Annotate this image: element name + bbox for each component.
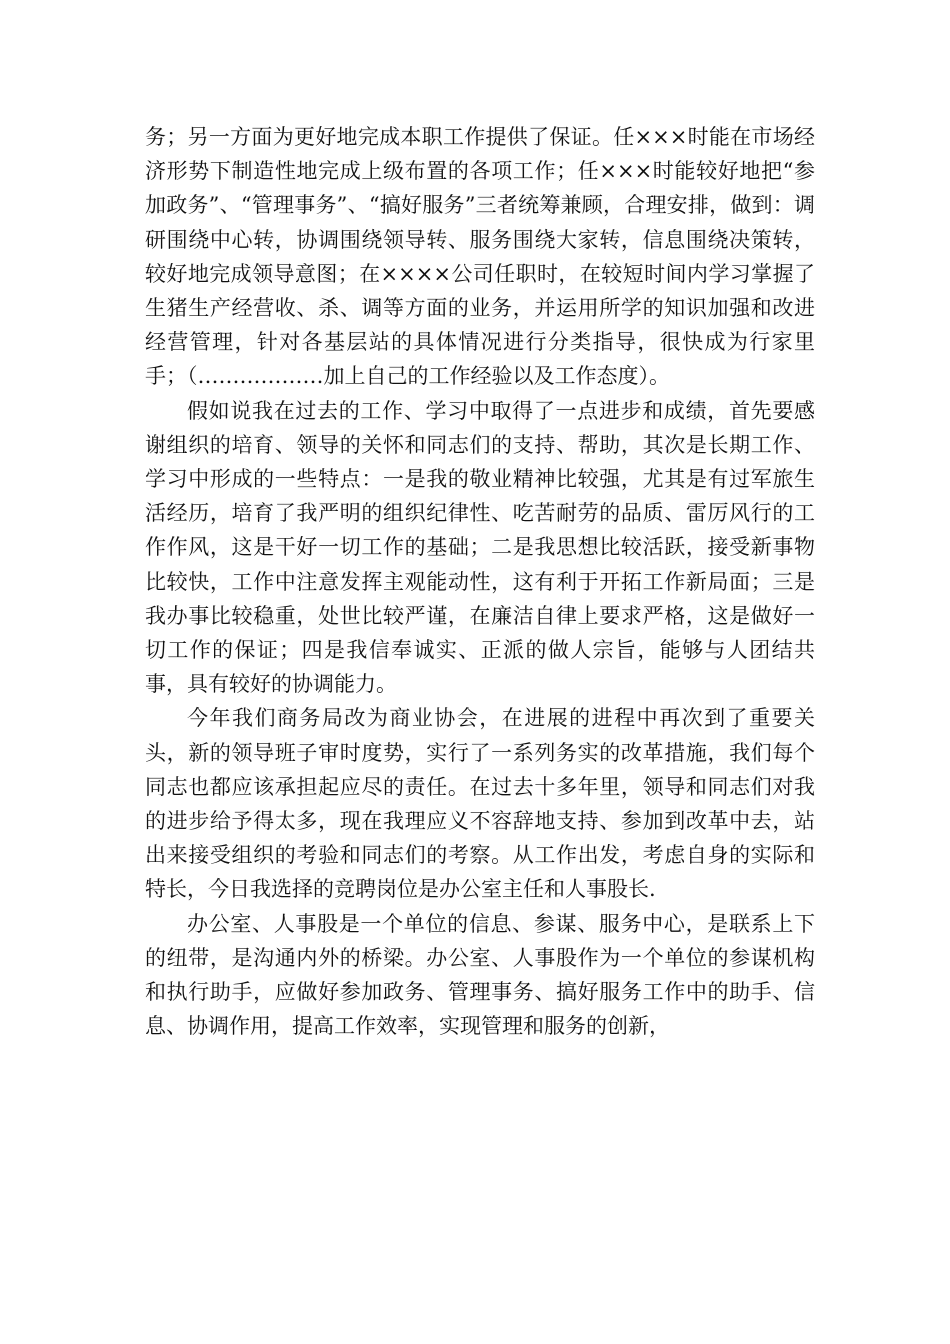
paragraph-position-choice: 今年我们商务局改为商业协会，在进展的进程中再次到了重要关头，新的领导班子审时度势，实行了一系列务实的改革措施，我们每个同志也都应该承担起应尽的责任。在过去十多年里，领导和同志们对我的进步给予得太多，现在我理应义不容辞地支持、参加到改革中去，站出来接受组织的考验和同志们的考察。从工作出发，考虑自身的实际和特长，今日我选择的竞聘岗位是办公室主任和人事股长. xyxy=(145,706,815,902)
paragraph-personal-strengths: 假如说我在过去的工作、学习中取得了一点进步和成绩，首先要感谢组织的培育、领导的关怀和同志们的支持、帮助，其次是长期工作、学习中形成的一些特点：一是我的敬业精神比较强，尤其是有过军旅生活经历，培育了我严明的组织纪律性、吃苦耐劳的品质、雷厉风行的工作作风，这是干好一切工作的基础；二是我思想比较活跃，接受新事物比较快，工作中注意发挥主观能动性，这有利于开拓工作新局面；三是我办事比较稳重，处世比较严谨，在廉洁自律上要求严格，这是做好一切工作的保证；四是我信奉诚实、正派的做人宗旨，能够与人团结共事，具有较好的协调能力。 xyxy=(145,398,815,697)
document-page xyxy=(145,120,815,1043)
paragraph-office-role: 办公室、人事股是一个单位的信息、参谋、服务中心，是联系上下的纽带，是沟通内外的桥梁。办公室、人事股作为一个单位的参谋机构和执行助手，应做好参加政务、管理事务、搞好服务工作中的助手、信息、协调作用，提高工作效率，实现管理和服务的创新， xyxy=(145,911,815,1039)
paragraph-continuation: 务；另一方面为更好地完成本职工作提供了保证。任×××时能在市场经济形势下制造性地完成上级布置的各项工作；任×××时能较好地把“参加政务”、“管理事务”、“搞好服务”三者统筹兼顾，合理安排，做到：调研围绕中心转，协调围绕领导转、服务围绕大家转，信息围绕决策转，较好地完成领导意图；在××××公司任职时，在较短时间内学习掌握了生猪生产经营收、杀、调等方面的业务，并运用所学的知识加强和改进经营管理，针对各基层站的具体情况进行分类指导，很快成为行家里手；（………………加上自己的工作经验以及工作态度）。 xyxy=(145,125,815,389)
